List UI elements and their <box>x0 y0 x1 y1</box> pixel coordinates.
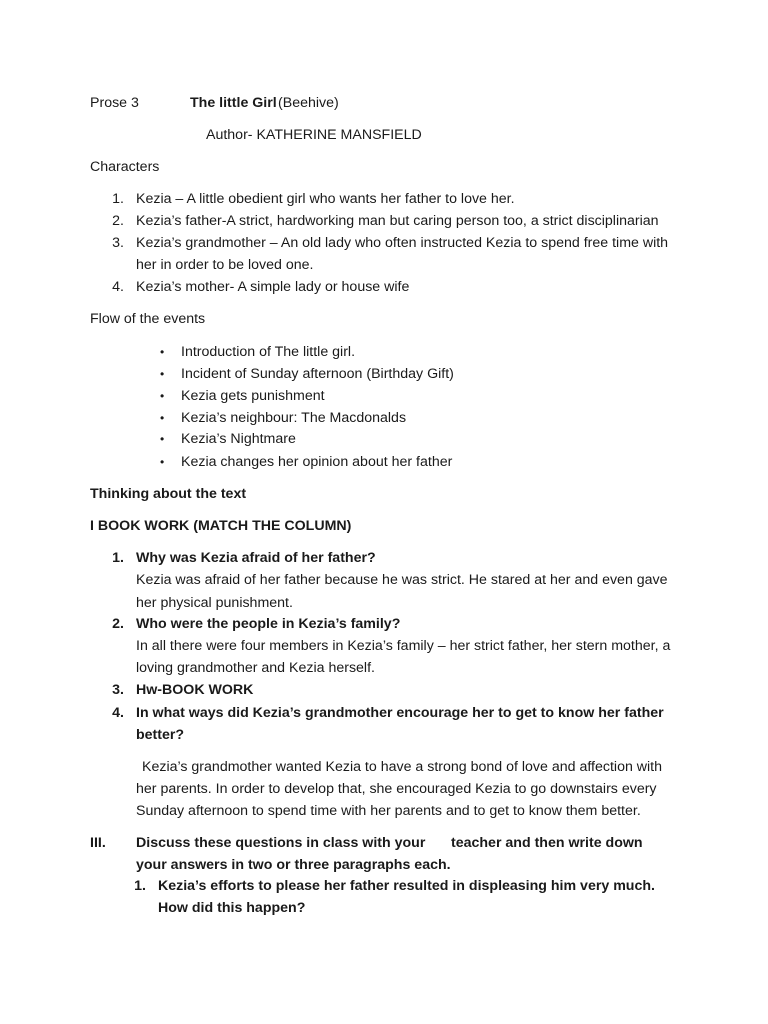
bullet-icon: • <box>160 455 165 469</box>
section-instruction: teacher and then write down <box>451 835 643 851</box>
section-instruction: Discuss these questions in class with your <box>136 835 426 851</box>
answer-text: her parents. In order to develop that, she encouraged Kezia to go downstairs every <box>136 781 657 797</box>
flow-heading: Flow of the events <box>90 311 206 327</box>
character-number: 3. <box>112 235 124 251</box>
flow-item: Kezia changes her opinion about her father <box>181 454 453 470</box>
question-text: Why was Kezia afraid of her father? <box>136 550 376 566</box>
question-text: better? <box>136 727 185 743</box>
book-work-heading: I BOOK WORK (MATCH THE COLUMN) <box>90 518 352 534</box>
bullet-icon: • <box>160 389 165 403</box>
question-number: 1. <box>112 550 124 566</box>
bullet-icon: • <box>160 367 165 381</box>
answer-text: Kezia was afraid of her father because he was strict. He stared at her and even gave <box>136 572 668 588</box>
question-number: 2. <box>112 616 124 632</box>
answer-text: Sunday afternoon to spend time with her parents and to get to know them better. <box>136 803 641 819</box>
flow-item: Introduction of The little girl. <box>181 344 356 360</box>
question-text: How did this happen? <box>158 900 306 916</box>
answer-text: loving grandmother and Kezia herself. <box>136 660 375 676</box>
answer-text: Kezia’s grandmother wanted Kezia to have a strong bond of love and affection with <box>142 759 663 775</box>
question-text: Kezia’s efforts to please her father resulted in displeasing him very much. <box>158 878 655 894</box>
author-line: Author- KATHERINE MANSFIELD <box>206 127 422 143</box>
character-number: 2. <box>112 213 124 229</box>
character-text: Kezia’s mother- A simple lady or house wife <box>136 279 410 295</box>
section-instruction: your answers in two or three paragraphs each. <box>136 857 451 873</box>
bullet-icon: • <box>160 345 165 359</box>
question-number: 3. <box>112 682 124 698</box>
flow-item: Kezia gets punishment <box>181 388 325 404</box>
flow-item: Kezia’s neighbour: The Macdonalds <box>181 410 407 426</box>
question-text: Hw-BOOK WORK <box>136 682 254 698</box>
character-number: 1. <box>112 191 124 207</box>
section-number: III. <box>90 835 106 851</box>
answer-text: her physical punishment. <box>136 595 293 611</box>
flow-item: Incident of Sunday afternoon (Birthday Gift) <box>181 366 454 382</box>
story-title: The little Girl <box>190 95 277 111</box>
bullet-icon: • <box>160 411 165 425</box>
character-number: 4. <box>112 279 124 295</box>
question-number: 1. <box>134 878 146 894</box>
bullet-icon: • <box>160 432 165 446</box>
answer-text: In all there were four members in Kezia’s family – her strict father, her stern mother, a <box>136 638 671 654</box>
thinking-heading: Thinking about the text <box>90 486 247 502</box>
question-text: Who were the people in Kezia’s family? <box>136 616 401 632</box>
question-number: 4. <box>112 705 124 721</box>
character-text: Kezia’s father-A strict, hardworking man but caring person too, a strict disciplinarian <box>136 213 659 229</box>
character-text: Kezia’s grandmother – An old lady who often instructed Kezia to spend free time with <box>136 235 669 251</box>
character-text: Kezia – A little obedient girl who wants her father to love her. <box>136 191 515 207</box>
story-source: (Beehive) <box>278 95 339 111</box>
prose-label: Prose 3 <box>90 95 139 111</box>
characters-heading: Characters <box>90 159 160 175</box>
character-text: her in order to be loved one. <box>136 257 314 273</box>
flow-item: Kezia’s Nightmare <box>181 431 296 447</box>
question-text: In what ways did Kezia’s grandmother encourage her to get to know her father <box>136 705 664 721</box>
